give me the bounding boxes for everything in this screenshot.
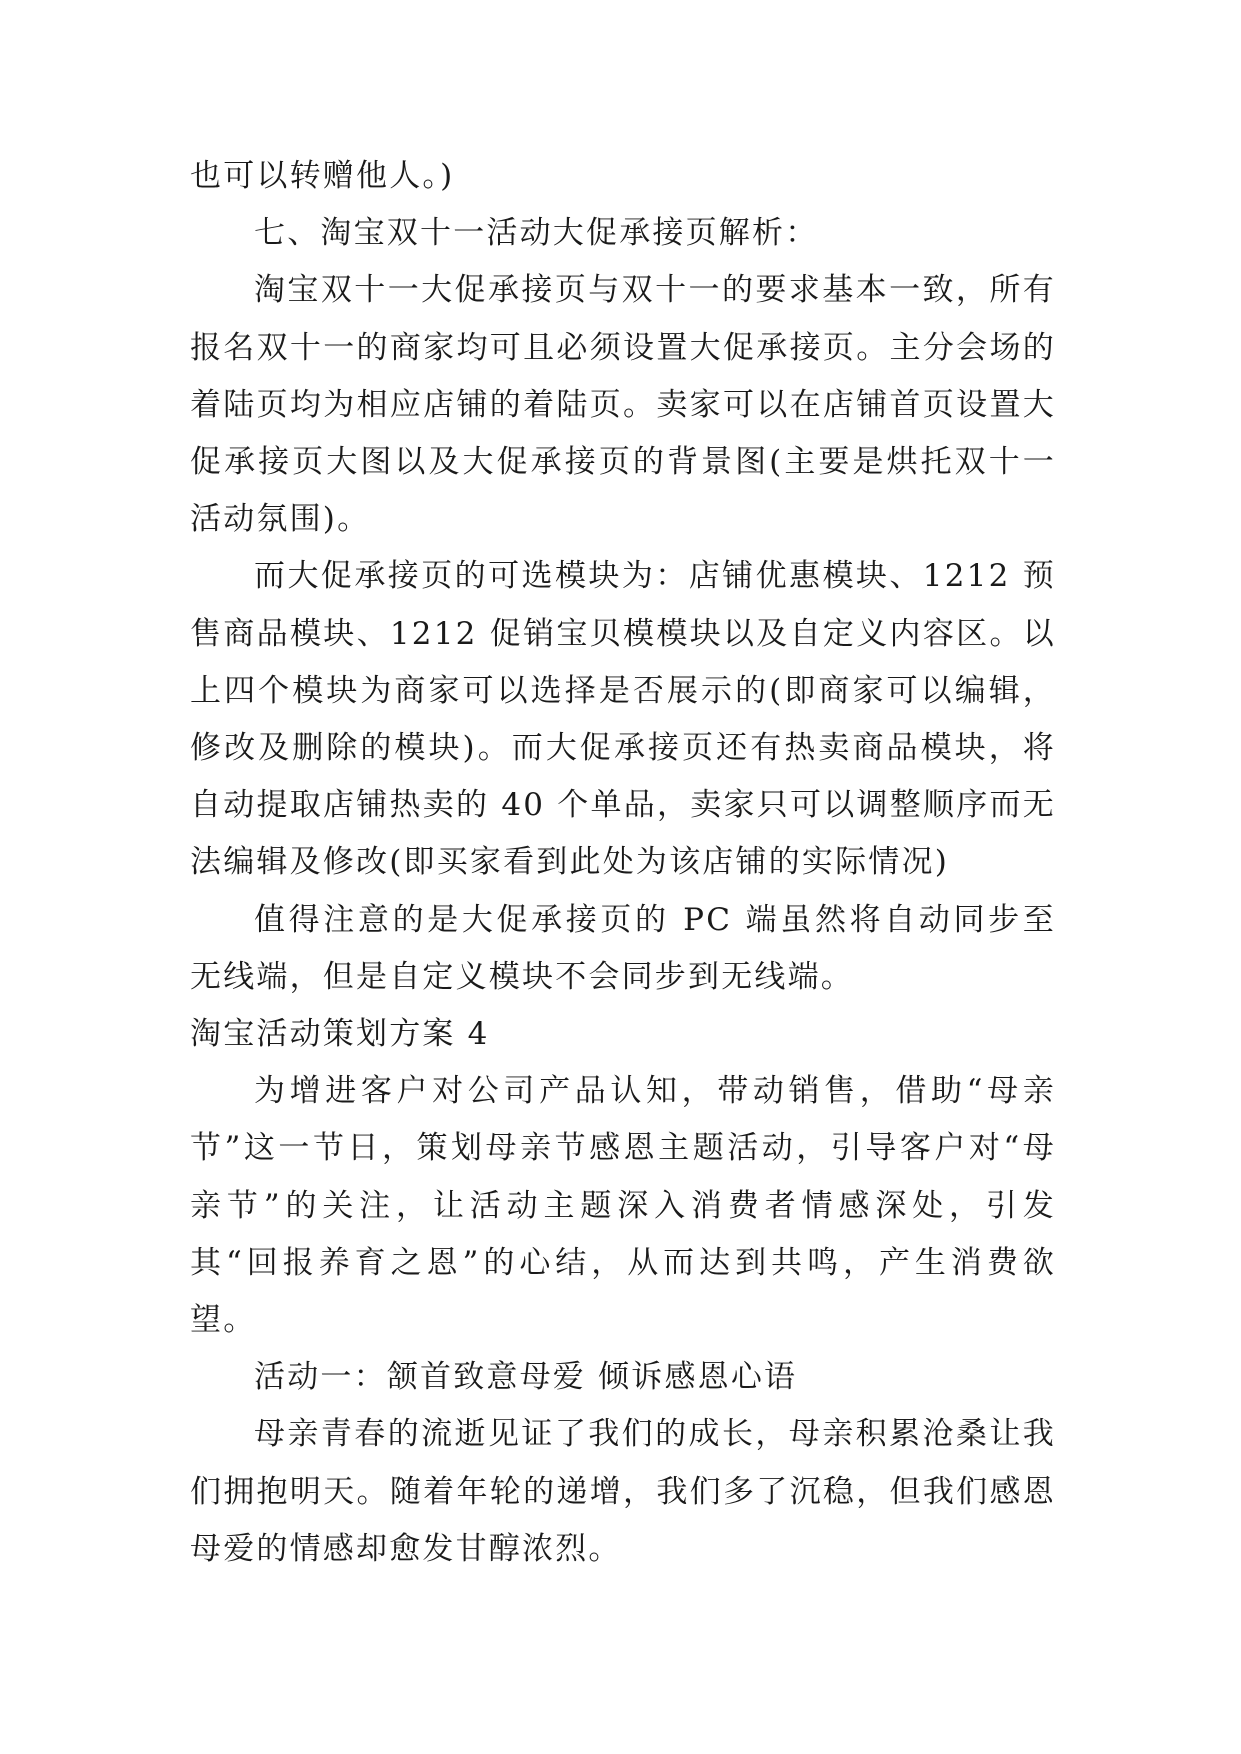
section-heading: 七、淘宝双十一活动大促承接页解析： (254, 215, 819, 252)
paragraph: 母亲青春的流逝见证了我们的成长，母亲积累沧桑让我们拥抱明天。随着年轮的递增，我们多了沉稳，但我们感恩母爱的情感却愈发甘醇浓烈。 (190, 1416, 1056, 1567)
paragraph: 为增进客户对公司产品认知，带动销售，借助“母亲节”这一节日，策划母亲节感恩主题活动，引导客户对“母亲节”的关注，让活动主题深入消费者情感深处，引发其“回报养育之恩”的心结，从而达到共鸣，产生消费欲望。 (190, 1073, 1056, 1339)
paragraph: 值得注意的是大促承接页的 PC 端虽然将自动同步至无线端，但是自定义模块不会同步到无线端。 (190, 901, 1056, 995)
paragraph-continuation: 也可以转赠他人。) (190, 158, 455, 194)
activity-heading: 活动一：颔首致意母爱 倾诉感恩心语 (254, 1359, 798, 1396)
paragraph: 而大促承接页的可选模块为：店铺优惠模块、1212 预售商品模块、1212 促销宝贝模模块以及自定义内容区。以上四个模块为商家可以选择是否展示的(即商家可以编辑，修改及删除的模块)。而大促承接页还有热卖商品模块，将自动提取店铺热卖的 40 个单品，卖家只可以调整顺序而无法编辑及修改(即买家看到此处为该店铺的实际情况) (190, 558, 1056, 881)
document-title: 淘宝活动策划方案 4 (190, 1016, 490, 1053)
paragraph: 淘宝双十一大促承接页与双十一的要求基本一致，所有报名双十一的商家均可且必须设置大促承接页。主分会场的着陆页均为相应店铺的着陆页。卖家可以在店铺首页设置大促承接页大图以及大促承接页的背景图(主要是烘托双十一活动氛围)。 (190, 272, 1056, 538)
document-body (190, 148, 1056, 1578)
